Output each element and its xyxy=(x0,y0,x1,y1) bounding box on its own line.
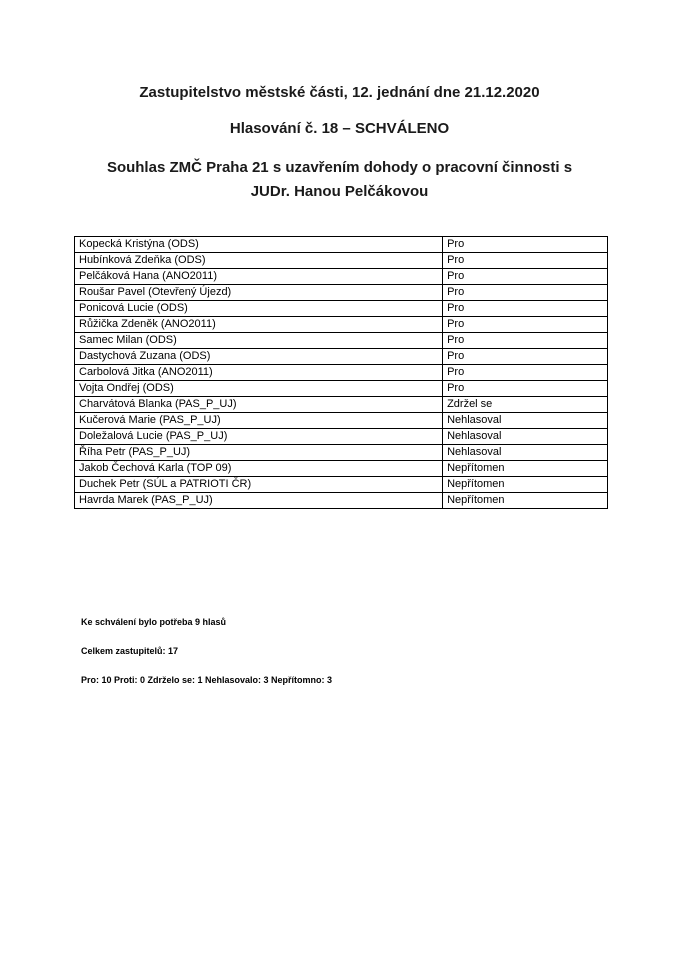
table-row xyxy=(75,317,608,333)
member-name: Pelčáková Hana (ANO2011) xyxy=(75,269,443,285)
member-vote: Nehlasoval xyxy=(443,413,608,429)
member-vote: Pro xyxy=(443,237,608,253)
document-title: Zastupitelstvo městské části, 12. jednání dne 21.12.2020 xyxy=(139,84,540,101)
member-vote: Nepřítomen xyxy=(443,477,608,493)
member-name: Jakob Čechová Karla (TOP 09) xyxy=(75,461,443,477)
table-row xyxy=(75,477,608,493)
table-row xyxy=(75,397,608,413)
table-row xyxy=(75,237,608,253)
member-vote: Pro xyxy=(443,317,608,333)
votes-table xyxy=(74,236,608,509)
member-name: Havrda Marek (PAS_P_UJ) xyxy=(75,493,443,509)
member-name: Ponicová Lucie (ODS) xyxy=(75,301,443,317)
vote-subject xyxy=(0,156,679,204)
member-name: Charvátová Blanka (PAS_P_UJ) xyxy=(75,397,443,413)
member-vote: Pro xyxy=(443,349,608,365)
table-row xyxy=(75,413,608,429)
member-name: Kopecká Kristýna (ODS) xyxy=(75,237,443,253)
vote-number: Hlasování č. 18 – SCHVÁLENO xyxy=(229,120,450,137)
total-members: Celkem zastupitelů: 17 xyxy=(81,646,179,656)
vote-subject-line-2: JUDr. Hanou Pelčákovou xyxy=(250,183,429,200)
table-row xyxy=(75,285,608,301)
member-vote: Pro xyxy=(443,333,608,349)
member-name: Doležalová Lucie (PAS_P_UJ) xyxy=(75,429,443,445)
table-row xyxy=(75,429,608,445)
table-row xyxy=(75,301,608,317)
member-name: Samec Milan (ODS) xyxy=(75,333,443,349)
member-vote: Nehlasoval xyxy=(443,429,608,445)
member-name: Roušar Pavel (Otevřený Újezd) xyxy=(75,285,443,301)
table-row xyxy=(75,493,608,509)
member-name: Hubínková Zdeňka (ODS) xyxy=(75,253,443,269)
member-vote: Zdržel se xyxy=(443,397,608,413)
member-name: Carbolová Jitka (ANO2011) xyxy=(75,365,443,381)
votes-needed: Ke schválení bylo potřeba 9 hlasů xyxy=(81,617,227,627)
vote-counts: Pro: 10 Proti: 0 Zdrželo se: 1 Nehlasovalo: 3 Nepřítomno: 3 xyxy=(81,675,333,685)
member-vote: Pro xyxy=(443,381,608,397)
table-row xyxy=(75,365,608,381)
member-vote: Pro xyxy=(443,365,608,381)
table-row xyxy=(75,381,608,397)
member-name: Duchek Petr (SÚL a PATRIOTI ČR) xyxy=(75,477,443,493)
member-name: Růžička Zdeněk (ANO2011) xyxy=(75,317,443,333)
member-name: Říha Petr (PAS_P_UJ) xyxy=(75,445,443,461)
table-row xyxy=(75,461,608,477)
table-row xyxy=(75,253,608,269)
votes-table-body xyxy=(75,237,608,509)
member-name: Kučerová Marie (PAS_P_UJ) xyxy=(75,413,443,429)
member-name: Vojta Ondřej (ODS) xyxy=(75,381,443,397)
table-row xyxy=(75,333,608,349)
table-row xyxy=(75,445,608,461)
member-vote: Nepřítomen xyxy=(443,493,608,509)
member-name: Dastychová Zuzana (ODS) xyxy=(75,349,443,365)
member-vote: Pro xyxy=(443,301,608,317)
member-vote: Pro xyxy=(443,285,608,301)
member-vote: Nehlasoval xyxy=(443,445,608,461)
table-row xyxy=(75,349,608,365)
member-vote: Nepřítomen xyxy=(443,461,608,477)
vote-subject-line-1: Souhlas ZMČ Praha 21 s uzavřením dohody o pracovní činnosti s xyxy=(106,159,573,176)
member-vote: Pro xyxy=(443,253,608,269)
member-vote: Pro xyxy=(443,269,608,285)
table-row xyxy=(75,269,608,285)
